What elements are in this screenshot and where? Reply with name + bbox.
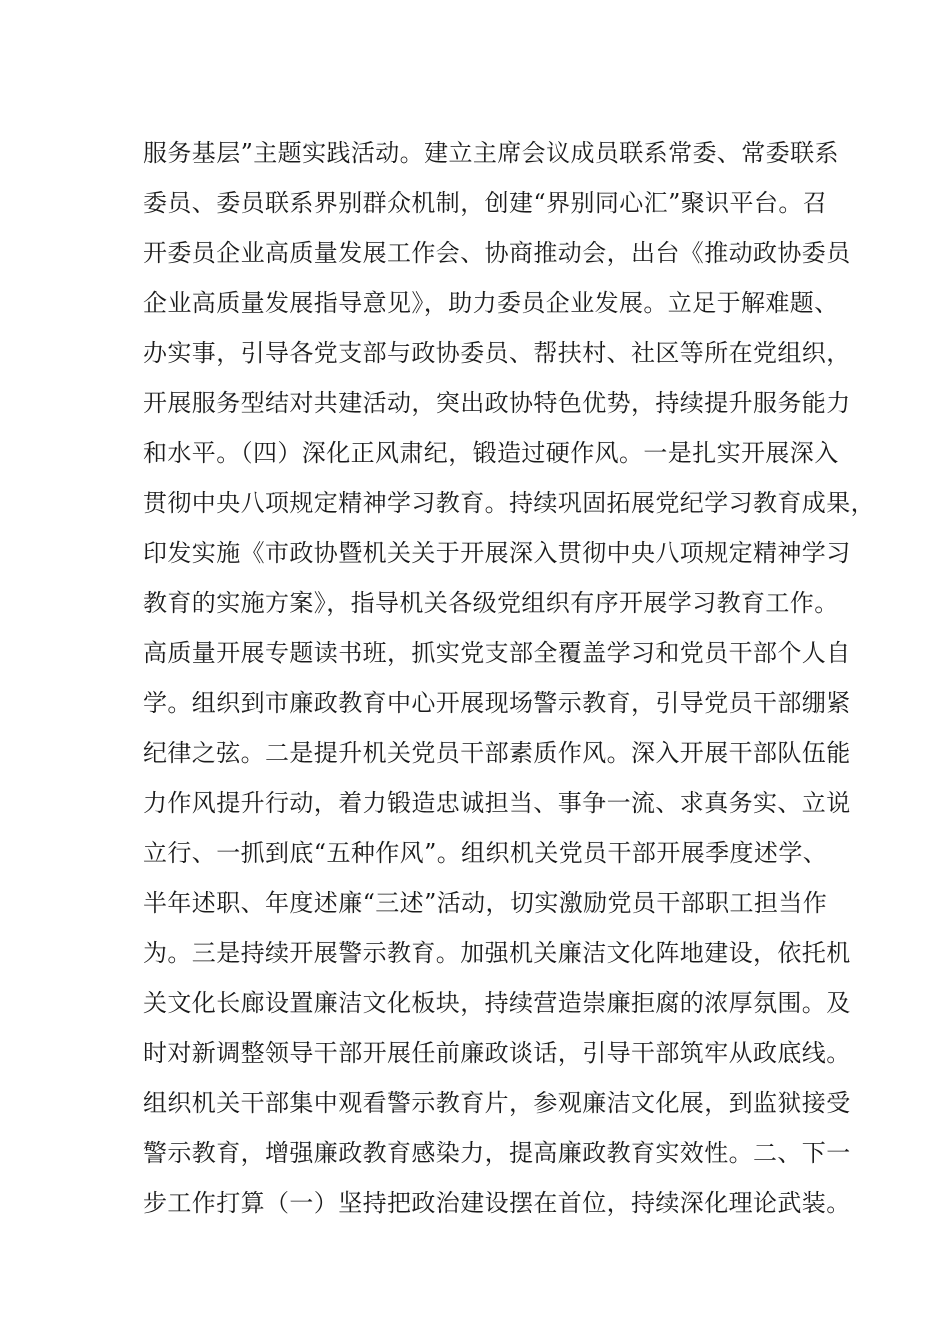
- text-line: 警示教育，增强廉政教育感染力，提高廉政教育实效性。二、下一: [143, 1139, 851, 1167]
- text-line: 印发实施《市政协暨机关关于开展深入贯彻中央八项规定精神学习: [143, 539, 851, 567]
- text-line: 时对新调整领导干部开展任前廉政谈话，引导干部筑牢从政底线。: [143, 1039, 851, 1067]
- text-line: 纪律之弦。二是提升机关党员干部素质作风。深入开展干部队伍能: [143, 739, 851, 767]
- text-line: 开委员企业高质量发展工作会、协商推动会，出台《推动政协委员: [143, 239, 851, 267]
- text-line: 开展服务型结对共建活动，突出政协特色优势，持续提升服务能力: [143, 389, 851, 417]
- text-line: 为。三是持续开展警示教育。加强机关廉洁文化阵地建设，依托机: [143, 939, 851, 967]
- text-line: 服务基层”主题实践活动。建立主席会议成员联系常委、常委联系: [143, 139, 839, 167]
- text-line: 贯彻中央八项规定精神学习教育。持续巩固拓展党纪学习教育成果，: [143, 489, 875, 517]
- text-line: 办实事，引导各党支部与政协委员、帮扶村、社区等所在党组织，: [143, 339, 851, 367]
- text-line: 委员、委员联系界别群众机制，创建“界别同心汇”聚识平台。召: [143, 189, 828, 217]
- text-line: 组织机关干部集中观看警示教育片，参观廉洁文化展，到监狱接受: [143, 1089, 851, 1117]
- text-line: 步工作打算（一）坚持把政治建设摆在首位，持续深化理论武装。: [143, 1189, 851, 1217]
- body-text: [143, 128, 875, 1228]
- text-line: 企业高质量发展指导意见》，助力委员企业发展。立足于解难题、: [143, 289, 839, 317]
- text-line: 关文化长廊设置廉洁文化板块，持续营造崇廉拒腐的浓厚氛围。及: [143, 989, 851, 1017]
- text-line: 教育的实施方案》，指导机关各级党组织有序开展学习教育工作。: [143, 589, 839, 617]
- text-line: 高质量开展专题读书班，抓实党支部全覆盖学习和党员干部个人自: [143, 639, 851, 667]
- text-line: 和水平。（四）深化正风肃纪，锻造过硬作风。一是扎实开展深入: [143, 439, 839, 467]
- text-line: 力作风提升行动，着力锻造忠诚担当、事争一流、求真务实、立说: [143, 789, 851, 817]
- text-line: 半年述职、年度述廉“三述”活动，切实激励党员干部职工担当作: [143, 889, 828, 917]
- text-line: 学。组织到市廉政教育中心开展现场警示教育，引导党员干部绷紧: [143, 689, 851, 717]
- text-line: 立行、一抓到底“五种作风”。组织机关党员干部开展季度述学、: [143, 839, 828, 867]
